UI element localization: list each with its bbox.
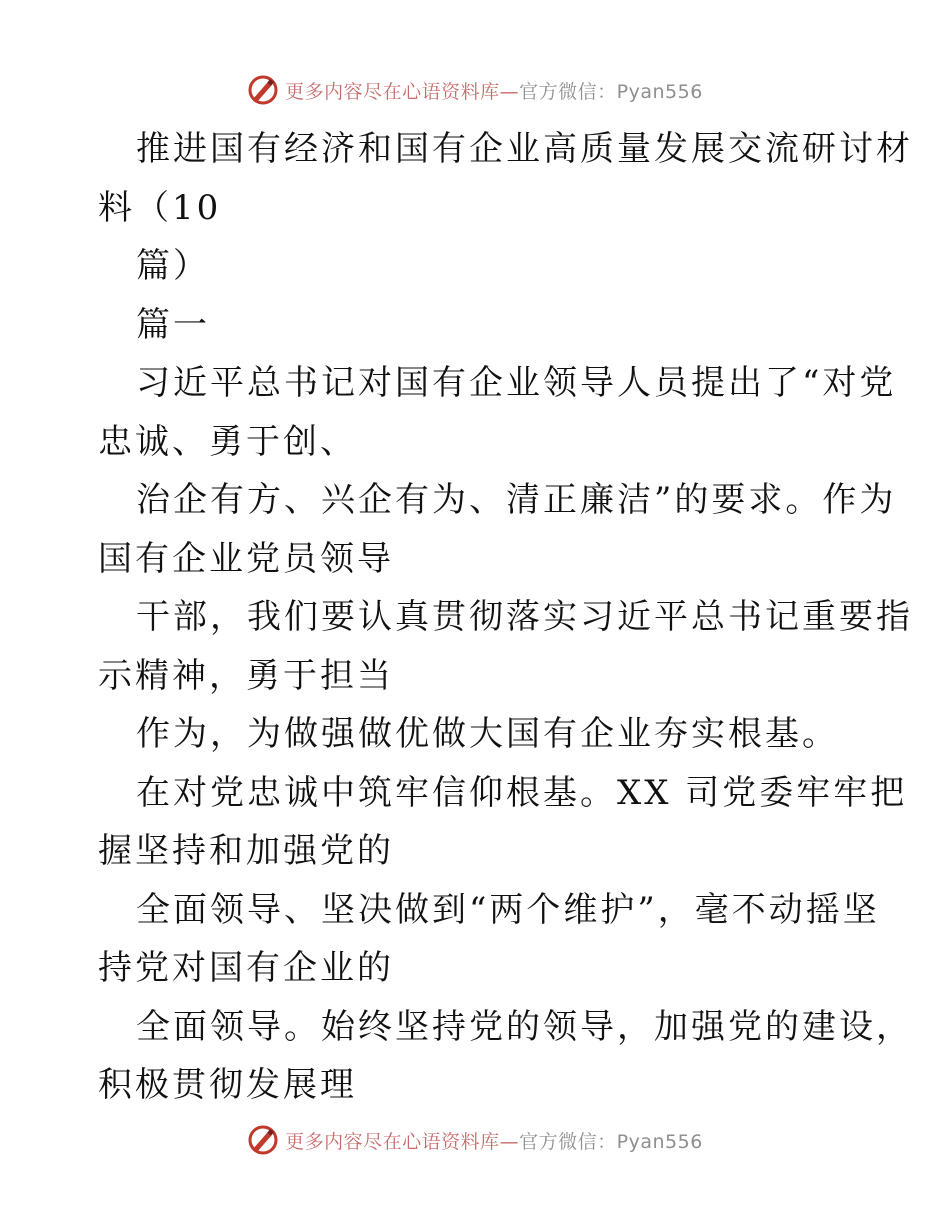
text-line: 推进国有经济和国有企业高质量发展交流研讨材	[136, 129, 913, 169]
text-line: 忠诚、勇于创、	[98, 421, 357, 462]
header-watermark-banner	[0, 70, 950, 110]
footer-watermark-banner	[0, 1120, 950, 1160]
pen-logo-icon	[247, 74, 279, 106]
banner-wechat-text: 官方微信：Pyan556	[519, 1130, 703, 1153]
text-line: 篇一	[136, 304, 210, 345]
text-line: 全面领导。始终坚持党的领导，加强党的建设，	[136, 1006, 913, 1047]
text-line: 积极贯彻发展理	[98, 1065, 357, 1105]
text-line: 全面领导、坚决做到“两个维护”，毫不动摇坚	[136, 889, 880, 930]
pen-logo-icon	[247, 1124, 279, 1156]
text-line: 持党对国有企业的	[98, 948, 394, 988]
text-line: 握坚持和加强党的	[98, 831, 394, 871]
document-body	[98, 120, 913, 1115]
banner-text	[285, 1127, 703, 1154]
banner-main-text: 更多内容尽在心语资料库—	[285, 1130, 520, 1153]
banner-text	[285, 77, 703, 104]
text-line: 示精神，勇于担当	[98, 655, 394, 696]
text-line: 习近平总书记对国有企业领导人员提出了“对党	[136, 363, 897, 403]
banner-main-text: 更多内容尽在心语资料库—	[285, 80, 520, 103]
text-line: 料（10	[98, 187, 222, 228]
text-line: 治企有方、兴企有为、清正廉洁”的要求。作为	[136, 480, 897, 520]
text-line: 在对党忠诚中筑牢信仰根基。XX 司党委牢牢把	[136, 772, 908, 813]
text-line: 国有企业党员领导	[98, 538, 394, 579]
text-line: 篇）	[136, 246, 210, 286]
text-line: 作为，为做强做优做大国有企业夯实根基。	[136, 714, 839, 754]
text-line: 干部，我们要认真贯彻落实习近平总书记重要指	[136, 597, 913, 637]
banner-wechat-text: 官方微信：Pyan556	[519, 80, 703, 103]
